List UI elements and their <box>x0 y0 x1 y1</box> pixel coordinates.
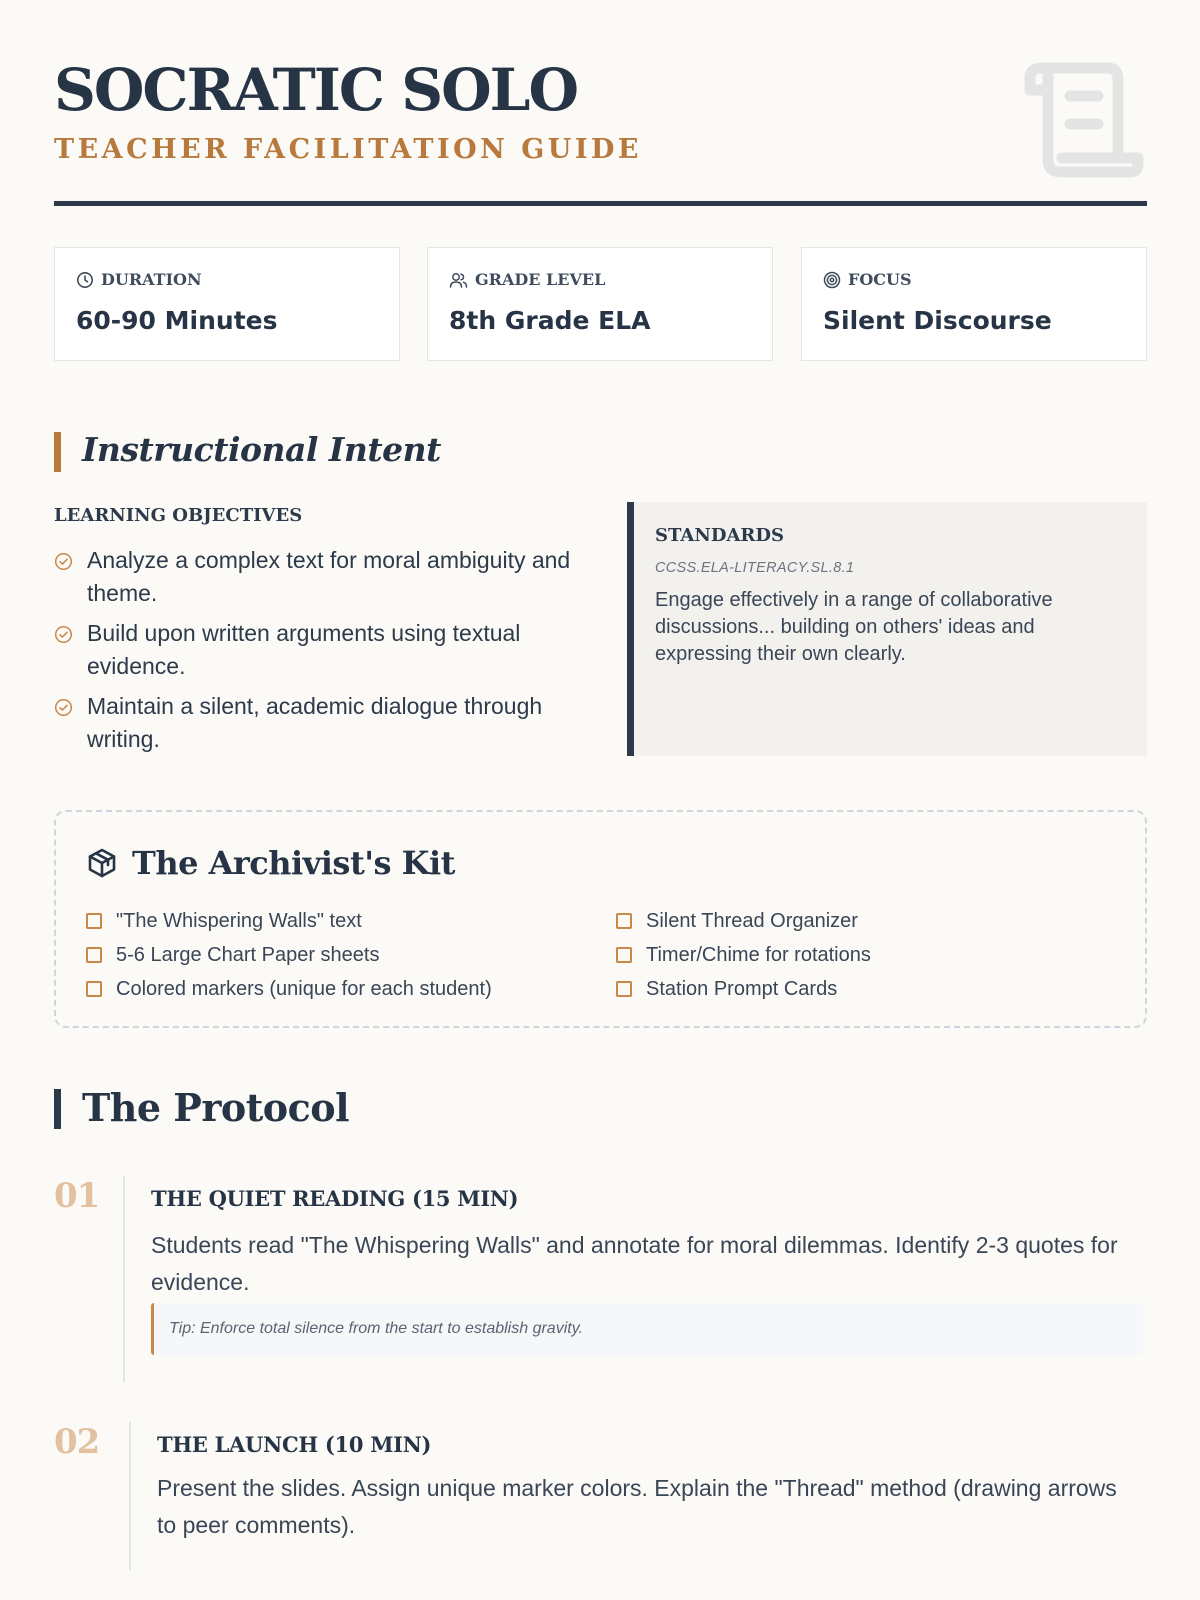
kit-list-right <box>616 904 871 1006</box>
check-circle-icon <box>54 625 73 644</box>
list-item: Build upon written arguments using textual evidence. <box>54 617 574 683</box>
objectives-title: LEARNING OBJECTIVES <box>54 505 303 526</box>
protocol-heading-bar <box>54 1089 61 1129</box>
page-title: SOCRATIC SOLO <box>54 56 577 124</box>
check-circle-icon <box>54 552 73 571</box>
standards-title: STANDARDS <box>655 525 784 546</box>
scroll-icon <box>1018 60 1144 180</box>
stat-label-grade-level: GRADE LEVEL <box>475 270 606 289</box>
intent-heading: Instructional Intent <box>82 430 441 469</box>
kit-title: The Archivist's Kit <box>132 844 455 882</box>
standards-code: CCSS.ELA-LITERACY.SL.8.1 <box>655 560 855 576</box>
stat-card-focus <box>801 247 1147 361</box>
checkbox[interactable] <box>616 913 632 929</box>
list-item: Maintain a silent, academic dialogue through writing. <box>54 690 574 756</box>
objectives-list <box>54 544 574 763</box>
kit-list-left <box>86 904 492 1006</box>
checkbox[interactable] <box>616 947 632 963</box>
archivists-kit <box>54 810 1147 1028</box>
standards-box <box>627 502 1147 756</box>
facilitation-guide-page <box>54 0 1147 1600</box>
header-divider <box>54 201 1147 206</box>
step-text: Students read "The Whispering Walls" and annotate for moral dilemmas. Identify 2-3 quotes for evidence. <box>151 1232 1118 1295</box>
kit-item[interactable]: Station Prompt Cards <box>616 972 871 1006</box>
target-icon <box>823 271 841 289</box>
step-divider <box>129 1422 131 1570</box>
step-text: Present the slides. Assign unique marker colors. Explain the "Thread" method (drawing arrows to peer comments). <box>157 1475 1117 1538</box>
check-circle-icon <box>54 698 73 717</box>
users-icon <box>449 271 468 289</box>
protocol-step-1 <box>54 1176 1147 1382</box>
kit-item[interactable]: "The Whispering Walls" text <box>86 904 492 938</box>
stat-value-duration: 60-90 Minutes <box>76 306 278 335</box>
checkbox[interactable] <box>616 981 632 997</box>
step-tip: Tip: Enforce total silence from the start to establish gravity. <box>151 1303 1143 1355</box>
stat-value-focus: Silent Discourse <box>823 306 1052 335</box>
protocol-heading: The Protocol <box>82 1085 350 1130</box>
clock-icon <box>76 271 94 289</box>
stat-card-grade-level <box>427 247 773 361</box>
stat-label-duration: DURATION <box>101 270 202 289</box>
kit-item[interactable]: 5-6 Large Chart Paper sheets <box>86 938 492 972</box>
kit-item[interactable]: Silent Thread Organizer <box>616 904 871 938</box>
checkbox[interactable] <box>86 947 102 963</box>
standards-text: Engage effectively in a range of collaborative discussions... building on others' ideas and expressing their own clearly. <box>655 589 1053 665</box>
step-title: THE QUIET READING (15 MIN) <box>151 1186 519 1211</box>
stat-value-grade-level: 8th Grade ELA <box>449 306 651 335</box>
protocol-step-2 <box>54 1422 1147 1570</box>
checkbox[interactable] <box>86 913 102 929</box>
intent-heading-bar <box>54 432 61 472</box>
step-title: THE LAUNCH (10 MIN) <box>157 1432 432 1457</box>
page-subtitle: TEACHER FACILITATION GUIDE <box>54 134 642 165</box>
package-icon <box>86 847 118 879</box>
kit-item[interactable]: Colored markers (unique for each student) <box>86 972 492 1006</box>
stat-card-duration <box>54 247 400 361</box>
kit-item[interactable]: Timer/Chime for rotations <box>616 938 871 972</box>
step-number: 01 <box>54 1176 100 1216</box>
list-item: Analyze a complex text for moral ambiguity and theme. <box>54 544 574 610</box>
step-number: 02 <box>54 1422 100 1462</box>
checkbox[interactable] <box>86 981 102 997</box>
step-divider <box>123 1176 125 1382</box>
stat-label-focus: FOCUS <box>848 270 912 289</box>
